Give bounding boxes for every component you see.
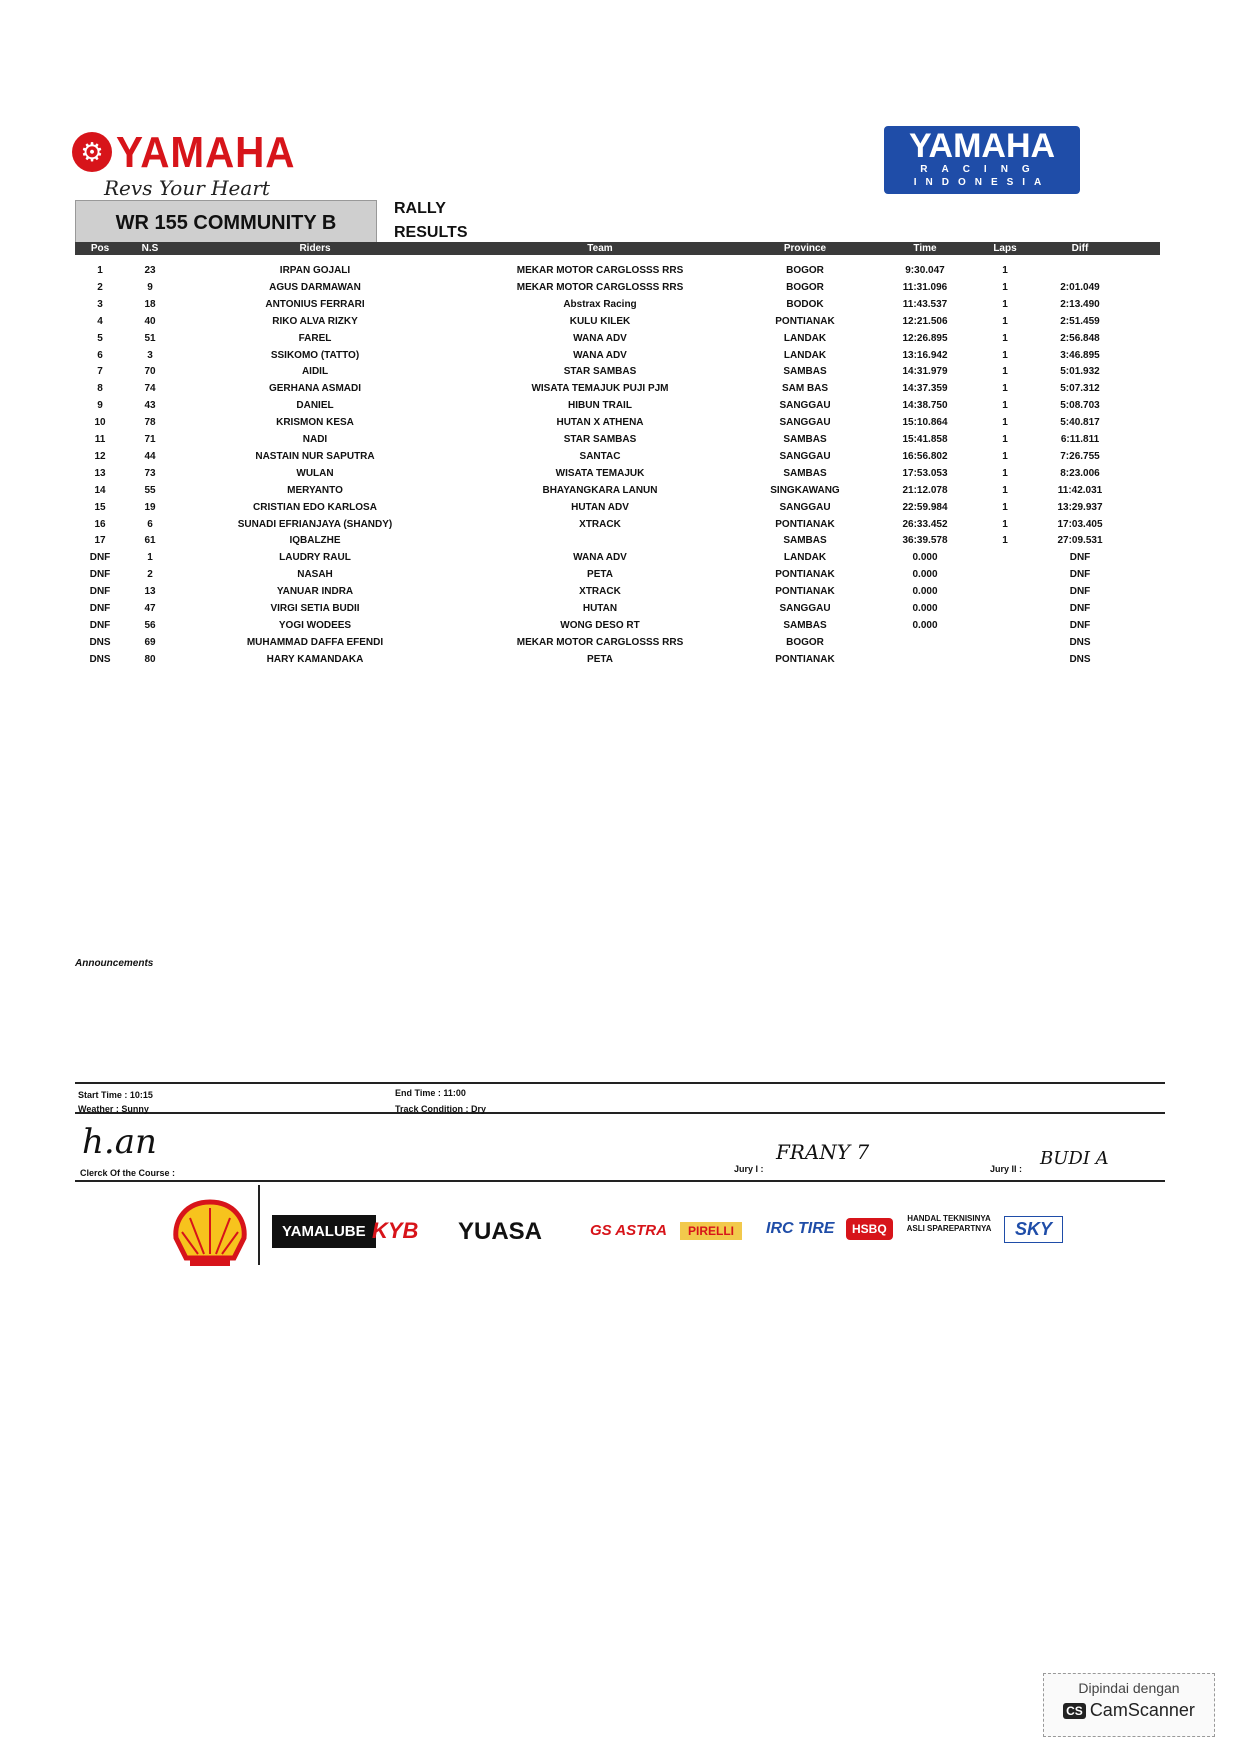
results-label: RESULTS [394,224,468,241]
row-rider: CRISTIAN EDO KARLOSA [253,501,377,513]
row-pos: 1 [97,265,103,276]
row-laps: 1 [1002,281,1008,293]
row-ns: 13 [144,586,156,598]
table-row [75,414,1165,431]
row-team: PETA [587,653,613,665]
row-ns: 70 [144,366,156,378]
row-rider: YANUAR INDRA [276,586,354,598]
row-ns: 40 [144,315,156,327]
row-province: SAMBAS [783,434,827,445]
start-time: Start Time : 10:15 [78,1090,153,1100]
sponsor-hsbq: HSBQ [846,1218,893,1240]
row-diff: 7:26.755 [1060,450,1100,462]
table-row [75,296,1165,313]
event-label: RALLY [394,200,446,217]
table-row [75,347,1165,364]
table-row [75,499,1165,516]
row-diff: DNF [1069,603,1091,614]
row-rider: SSIKOMO (TATTO) [270,349,360,361]
row-ns: 6 [147,518,153,530]
row-diff: 11:42.031 [1057,484,1103,496]
divider-line [75,1112,1165,1114]
row-laps: 1 [1002,535,1008,547]
col-riders: Riders [299,243,331,254]
row-laps: 1 [1002,400,1008,412]
row-laps: 1 [1002,349,1008,361]
country-label: INDONESIA [913,177,1051,188]
row-time: 12:21.506 [902,315,948,327]
row-team: WANA ADV [573,332,627,344]
sponsor-kyb: KYB [372,1218,419,1243]
row-province: PONTIANAK [775,569,835,581]
row-team: HUTAN [582,603,618,614]
sponsor-gs-astra: GS ASTRA [590,1222,667,1239]
row-diff: 5:01.932 [1060,366,1100,378]
table-row [75,651,1165,668]
row-team: HUTAN ADV [571,501,629,513]
row-time: 11:31.096 [902,281,948,293]
row-ns: 19 [144,501,156,513]
row-province: PONTIANAK [775,518,835,530]
row-time: 13:16.942 [902,349,948,361]
row-time: 12:26.895 [902,332,948,344]
row-pos: 6 [97,349,103,361]
row-time: 36:39.578 [902,535,948,547]
row-time: 14:31.979 [902,366,948,378]
yamaha-racing-logo [884,126,1080,194]
row-pos: DNF [89,603,111,614]
sponsor-irc: IRC TIRE [766,1220,835,1237]
row-pos: 13 [94,467,106,479]
row-province: SINGKAWANG [770,484,840,496]
row-diff: 5:40.817 [1060,417,1100,429]
camscanner-icon: CS [1063,1703,1086,1719]
row-rider: VIRGI SETIA BUDII [270,603,360,614]
row-diff: 5:07.312 [1060,383,1100,395]
row-ns: 47 [144,603,156,614]
row-team: MEKAR MOTOR CARGLOSSS RRS [516,281,684,293]
row-pos: 17 [94,535,106,547]
row-rider: AGUS DARMAWAN [269,281,361,293]
row-province: SANGGAU [779,501,831,513]
row-team: PETA [587,569,613,581]
row-pos: DNF [89,552,111,564]
row-province: SAMBAS [783,467,827,479]
row-pos: 4 [97,315,103,327]
row-time: 0.000 [912,603,938,614]
row-time: 15:10.864 [902,417,948,429]
row-province: PONTIANAK [775,653,835,665]
row-pos: 2 [97,281,103,293]
yamaha-wordmark: YAMAHA [116,128,296,177]
row-diff: DNF [1069,552,1091,564]
clerk-signature: h.an [82,1122,157,1162]
yamaha-tagline: Revs Your Heart [104,176,270,200]
sponsor-sky: SKY [1004,1216,1063,1243]
row-team: WISATA TEMAJUK [555,467,645,479]
row-laps: 1 [1002,484,1008,496]
row-laps: 1 [1002,315,1008,327]
row-pos: 16 [94,518,106,530]
table-row [75,279,1165,296]
row-province: SANGGAU [779,603,831,614]
row-province: SANGGAU [779,417,831,429]
jury1-signature: FRANY 7 [776,1140,870,1164]
row-ns: 74 [144,383,156,395]
divider-line [75,1082,1165,1084]
row-laps: 1 [1002,265,1008,276]
col-laps: Laps [993,243,1017,254]
row-ns: 3 [147,349,153,361]
row-pos: 7 [97,366,103,378]
row-rider: WULAN [296,467,334,479]
row-team: MEKAR MOTOR CARGLOSSS RRS [516,265,684,276]
row-pos: 10 [94,417,106,429]
row-province: LANDAK [783,332,827,344]
tuning-fork-emblem-icon: ⚙ [72,132,112,172]
table-row [75,448,1165,465]
row-diff: DNF [1069,619,1091,631]
row-team: HUTAN X ATHENA [556,417,644,429]
table-row [75,549,1165,566]
sponsor-genuine-parts: HANDAL TEKNISINYA ASLI SPAREPARTNYA [906,1214,992,1233]
col-team: Team [587,243,613,254]
row-diff: 5:08.703 [1060,400,1100,412]
row-pos: DNS [89,636,111,648]
row-team: WISATA TEMAJUK PUJI PJM [531,383,669,395]
row-team: WONG DESO RT [560,619,640,631]
row-pos: 11 [94,434,106,445]
row-rider: RIKO ALVA RIZKY [272,315,358,327]
row-diff: DNF [1069,586,1091,598]
row-pos: DNS [89,653,111,665]
row-diff: DNS [1069,636,1091,648]
row-laps: 1 [1002,501,1008,513]
row-pos: 15 [94,501,106,513]
category-title: WR 155 COMMUNITY B [75,200,377,246]
divider-line [75,1180,1165,1182]
row-pos: 8 [97,383,103,395]
row-ns: 9 [147,281,153,293]
row-rider: IRPAN GOJALI [279,265,351,276]
row-province: LANDAK [783,552,827,564]
row-diff: 17:03.405 [1057,518,1103,530]
row-province: PONTIANAK [775,586,835,598]
end-time: End Time : 11:00 [395,1088,466,1098]
row-rider: IQBALZHE [289,535,341,547]
row-rider: HARY KAMANDAKA [266,653,364,665]
row-ns: 69 [144,636,156,648]
row-ns: 55 [144,484,156,496]
row-team: XTRACK [579,586,621,598]
row-pos: DNF [89,569,111,581]
row-rider: MUHAMMAD DAFFA EFENDI [246,636,384,648]
row-ns: 61 [144,535,156,547]
table-row [75,465,1165,482]
row-pos: 5 [97,332,103,344]
table-row [75,532,1165,549]
row-pos: 12 [94,450,106,462]
row-time: 17:53.053 [902,467,948,479]
table-row [75,600,1165,617]
row-time: 14:38.750 [902,400,948,412]
table-row [75,431,1165,448]
row-rider: NADI [302,434,328,445]
row-province: SAMBAS [783,366,827,378]
row-team: WANA ADV [573,552,627,564]
row-time: 26:33.452 [902,518,948,530]
row-province: SAMBAS [783,619,827,631]
row-pos: 14 [94,484,106,496]
row-pos: 3 [97,298,103,310]
table-row [75,583,1165,600]
row-team: BHAYANGKARA LANUN [542,484,658,496]
yamaha-racing-wordmark: YAMAHA [908,127,1056,165]
table-row [75,566,1165,583]
racing-label: RACING [920,164,1044,175]
row-time: 0.000 [912,619,938,631]
row-province: PONTIANAK [775,315,835,327]
yamaha-logo [72,128,296,200]
row-laps: 1 [1002,450,1008,462]
row-rider: SUNADI EFRIANJAYA (SHANDY) [237,518,393,530]
shell-logo-icon [170,1198,250,1270]
row-province: LANDAK [783,349,827,361]
row-rider: YOGI WODEES [278,619,352,631]
row-rider: LAUDRY RAUL [279,552,351,564]
col-time: Time [913,243,937,254]
clerk-label: Clerck Of the Course : [80,1168,176,1178]
row-rider: NASAH [297,569,333,581]
row-team: XTRACK [579,518,621,530]
row-time: 0.000 [912,569,938,581]
row-time: 21:12.078 [902,484,948,496]
table-row [75,397,1165,414]
row-time: 0.000 [912,586,938,598]
row-pos: 9 [97,400,103,412]
row-time: 14:37.359 [902,383,948,395]
row-ns: 43 [144,400,156,412]
row-team: KULU KILEK [569,315,631,327]
jury2-label: Jury II : [990,1164,1023,1174]
row-ns: 56 [144,619,156,631]
table-row [75,380,1165,397]
row-laps: 1 [1002,332,1008,344]
row-diff: DNS [1069,653,1091,665]
row-ns: 71 [144,434,156,445]
row-ns: 18 [144,298,156,310]
row-team: HIBUN TRAIL [568,400,632,412]
row-diff: DNF [1069,569,1091,581]
sponsor-pirelli: PIRELLI [680,1222,742,1240]
row-time: 11:43.537 [902,298,948,310]
row-pos: DNF [89,586,111,598]
row-rider: ANTONIUS FERRARI [265,298,365,310]
row-rider: DANIEL [296,400,334,412]
table-row [75,262,1165,279]
row-diff: 8:23.006 [1060,467,1100,479]
camscanner-caption: Dipindai dengan [1078,1680,1180,1696]
row-rider: GERHANA ASMADI [268,383,362,395]
row-ns: 78 [144,417,156,429]
table-row [75,363,1165,380]
row-pos: DNF [89,619,111,631]
camscanner-badge [1043,1673,1215,1737]
row-ns: 73 [144,467,156,479]
row-province: SAM BAS [781,383,829,395]
row-laps: 1 [1002,434,1008,445]
row-province: SANGGAU [779,400,831,412]
row-diff: 2:51.459 [1060,315,1100,327]
row-time: 16:56.802 [902,450,948,462]
row-laps: 1 [1002,366,1008,378]
col-ns: N.S [141,243,159,254]
row-province: BODOK [786,298,824,310]
row-diff: 6:11.811 [1060,434,1100,445]
row-province: BOGOR [786,265,824,276]
table-row [75,330,1165,347]
row-team: Abstrax Racing [563,298,637,310]
row-laps: 1 [1002,417,1008,429]
row-ns: 23 [144,265,156,276]
row-province: SAMBAS [783,535,827,547]
row-province: SANGGAU [779,450,831,462]
row-rider: FAREL [298,332,332,344]
row-laps: 1 [1002,383,1008,395]
row-team: STAR SAMBAS [563,434,637,445]
table-row [75,516,1165,533]
row-province: BOGOR [786,636,824,648]
col-province: Province [783,243,827,254]
table-row [75,634,1165,651]
row-team: WANA ADV [573,349,627,361]
row-team: STAR SAMBAS [563,366,637,378]
results-table-header [75,242,1160,255]
jury2-signature: BUDI A [1040,1148,1109,1169]
row-laps: 1 [1002,298,1008,310]
row-rider: NASTAIN NUR SAPUTRA [255,450,375,462]
row-team: MEKAR MOTOR CARGLOSSS RRS [516,636,684,648]
track-condition: Track Condition : Dry [395,1104,487,1114]
table-row [75,313,1165,330]
row-ns: 2 [147,569,153,581]
row-ns: 51 [144,332,156,344]
row-diff: 27:09.531 [1057,535,1103,547]
sponsor-yamalube: YAMALUBE [272,1215,376,1248]
row-diff: 2:13.490 [1060,298,1100,310]
row-province: BOGOR [786,281,824,293]
row-laps: 1 [1002,518,1008,530]
table-row [75,617,1165,634]
col-diff: Diff [1071,243,1089,254]
row-laps: 1 [1002,467,1008,479]
jury1-label: Jury I : [734,1164,764,1174]
row-diff: 13:29.937 [1057,501,1103,513]
col-pos: Pos [90,243,110,254]
row-diff: 2:56.848 [1060,332,1100,344]
row-ns: 80 [144,653,156,665]
row-rider: AIDIL [301,366,329,378]
row-time: 22:59.984 [902,501,948,513]
row-rider: MERYANTO [287,484,343,496]
table-row [75,482,1165,499]
sponsor-divider [258,1185,260,1265]
row-time: 15:41.858 [902,434,948,445]
row-rider: KRISMON KESA [276,417,354,429]
weather: Weather : Sunny [78,1104,149,1114]
announcements-label: Announcements [75,958,154,969]
camscanner-name: CamScanner [1089,1700,1195,1720]
row-diff: 3:46.895 [1060,349,1100,361]
sponsor-yuasa: YUASA [458,1218,543,1245]
row-time: 9:30.047 [905,265,945,276]
row-ns: 44 [144,450,156,462]
row-time: 0.000 [912,552,938,564]
row-diff: 2:01.049 [1060,281,1100,293]
row-ns: 1 [147,552,153,564]
row-team: SANTAC [579,450,621,462]
